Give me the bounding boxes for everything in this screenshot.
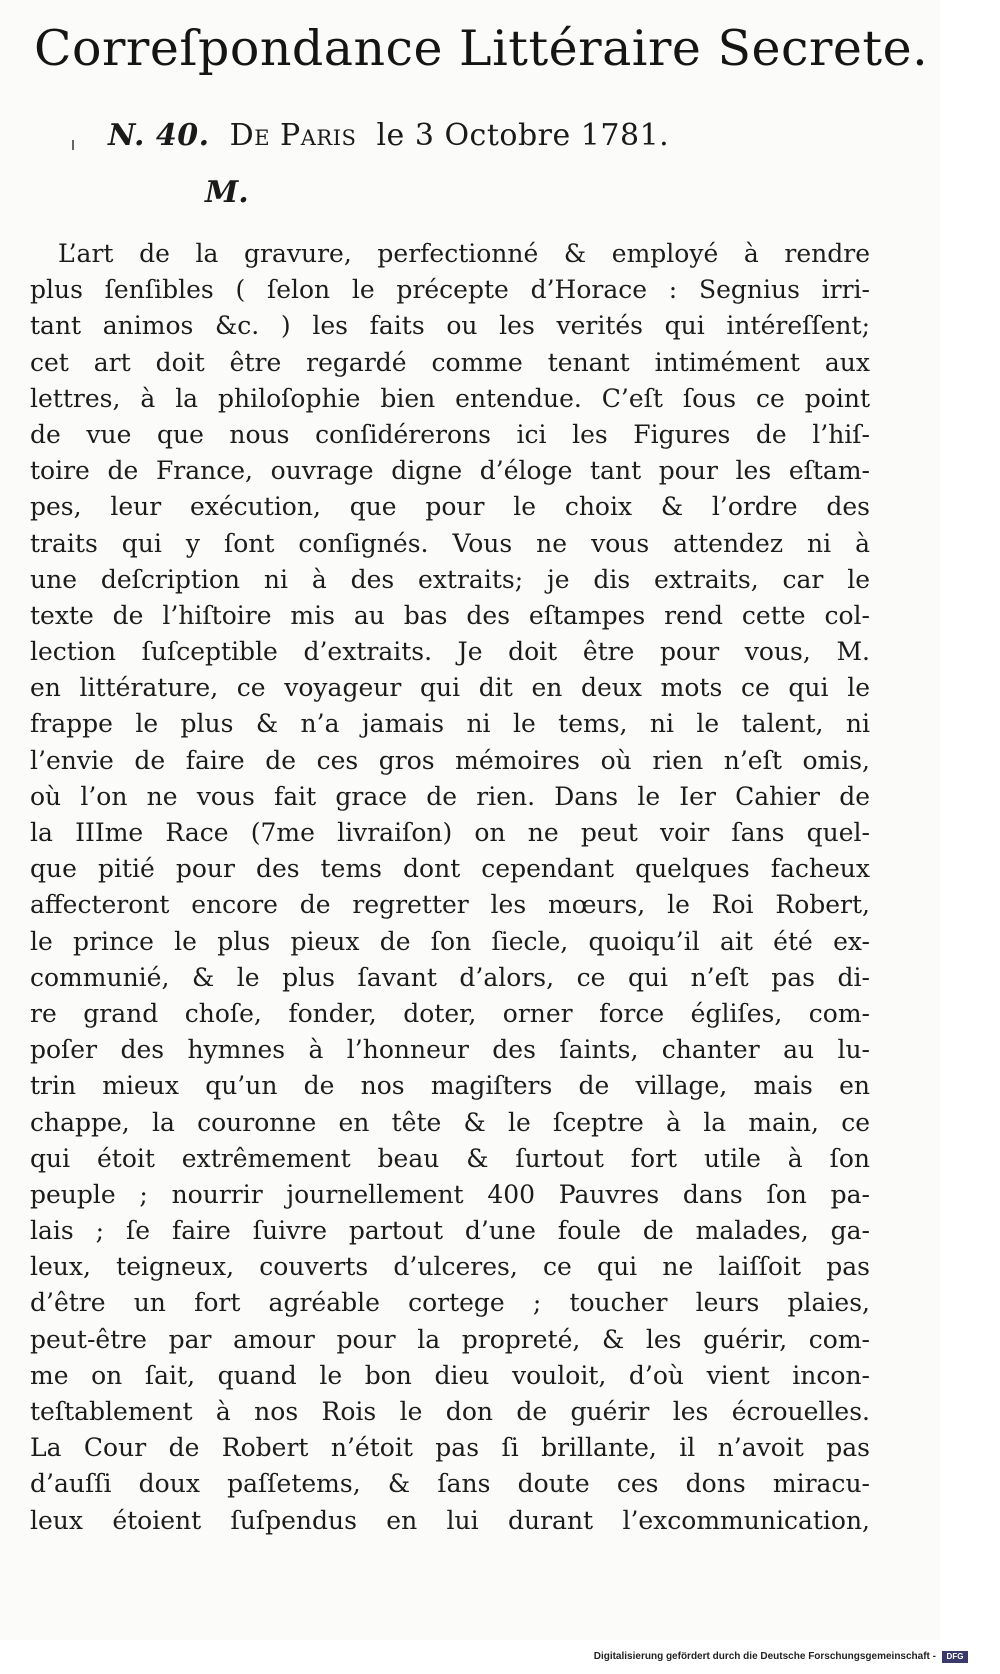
text-line: de vue que nous conſidérerons ici les Figures de l’hiſ- (30, 419, 870, 449)
text-line: La Cour de Robert n’étoit pas ſi brillante, il n’avoit pas (30, 1433, 870, 1463)
body-text (30, 236, 870, 1539)
text-line: frappe le plus & n’a jamais ni le tems, ni le talent, ni (30, 709, 870, 739)
text-line: leux étoient ſuſpendus en lui durant l’excommunication, (30, 1505, 870, 1535)
margin-mark (72, 140, 74, 150)
text-line: teſtablement à nos Rois le don de guérir les écrouelles. (30, 1397, 870, 1426)
text-line: trin mieux qu’un de nos magiſters de village, mais en (30, 1071, 870, 1101)
text-line: cet art doit être regardé comme tenant intimément aux (30, 347, 870, 377)
salutation: M. (205, 175, 249, 210)
text-line: leux, teigneux, couverts d’ulceres, ce qui ne laiſſoit pas (30, 1252, 870, 1282)
text-line: chappe, la couronne en tête & le ſceptre à la main, ce (30, 1107, 870, 1137)
text-line: traits qui y ſont conſignés. Vous ne vous attendez ni à (30, 528, 870, 558)
text-line: lais ; ſe faire ſuivre partout d’une foule de malades, ga- (30, 1216, 870, 1246)
text-line: lettres, à la philoſophie bien entendue. C’eſt ſous ce point (30, 383, 870, 413)
text-line: plus ſenſibles ( ſelon le précepte d’Horace : Segnius irri- (30, 275, 870, 305)
text-line: toire de France, ouvrage digne d’éloge tant pour les eſtam- (30, 456, 870, 486)
text-line: d’être un fort agréable cortege ; toucher leurs plaies, (30, 1288, 870, 1318)
text-line: peuple ; nourrir journellement 400 Pauvres dans ſon pa- (30, 1179, 870, 1209)
text-line: L’art de la gravure, perfectionné & employé à rendre (58, 239, 870, 268)
text-line: tant animos &c. ) les faits ou les verités qui intéreſſent; (30, 311, 870, 341)
text-line: poſer des hymnes à l’honneur des ſaints, chanter au lu- (30, 1035, 870, 1065)
dateline (108, 118, 679, 153)
dateline-place: De Paris (229, 118, 357, 153)
text-line: une deſcription ni à des extraits; je dis extraits, car le (30, 564, 870, 594)
text-line: l’envie de faire de ces gros mémoires où rien n’eſt omis, (30, 745, 870, 775)
text-line: texte de l’hiſtoire mis au bas des eſtampes rend cette col- (30, 600, 870, 630)
text-line: re grand choſe, fonder, doter, orner force égliſes, com- (30, 998, 870, 1028)
text-line: lection ſuſceptible d’extraits. Je doit être pour vous, M. (30, 637, 870, 667)
text-line: affecteront encore de regretter les mœurs, le Roi Robert, (30, 890, 870, 920)
dfg-logo: DFG (942, 1651, 968, 1663)
digitization-credit: Digitalisierung gefördert durch die Deutsche Forschungsgemeinschaft - (593, 1651, 936, 1662)
text-line: en littérature, ce voyageur qui dit en deux mots ce qui le (30, 673, 870, 703)
scan-margin (940, 0, 1000, 1674)
text-line: où l’on ne vous fait grace de rien. Dans le Ier Cahier de (30, 781, 870, 811)
text-line: peut-être par amour pour la propreté, & les guérir, com- (30, 1324, 870, 1354)
text-line: qui étoit extrêmement beau & ſurtout fort utile à ſon (30, 1143, 870, 1173)
text-line: la IIIme Race (7me livraiſon) on ne peut voir ſans quel- (30, 818, 870, 847)
text-line: le prince le plus pieux de ſon ſiecle, quoiqu’il ait été ex- (30, 926, 870, 956)
text-line: que pitié pour des tems dont cependant quelques facheux (30, 854, 870, 884)
document-title: Correſpondance Littéraire Secrete. (34, 20, 929, 77)
text-line: communié, & le plus ſavant d’alors, ce qui n’eſt pas di- (30, 962, 870, 992)
text-line: pes, leur exécution, que pour le choix & l’ordre des (30, 492, 870, 522)
text-line: me on ſait, quand le bon dieu vouloit, d’où vient incon- (30, 1360, 870, 1390)
dateline-date: le 3 Octobre 1781. (376, 118, 670, 153)
issue-number: N. 40. (108, 118, 210, 153)
text-line: d’auſſi doux paſſetems, & ſans doute ces dons miracu- (30, 1469, 870, 1499)
